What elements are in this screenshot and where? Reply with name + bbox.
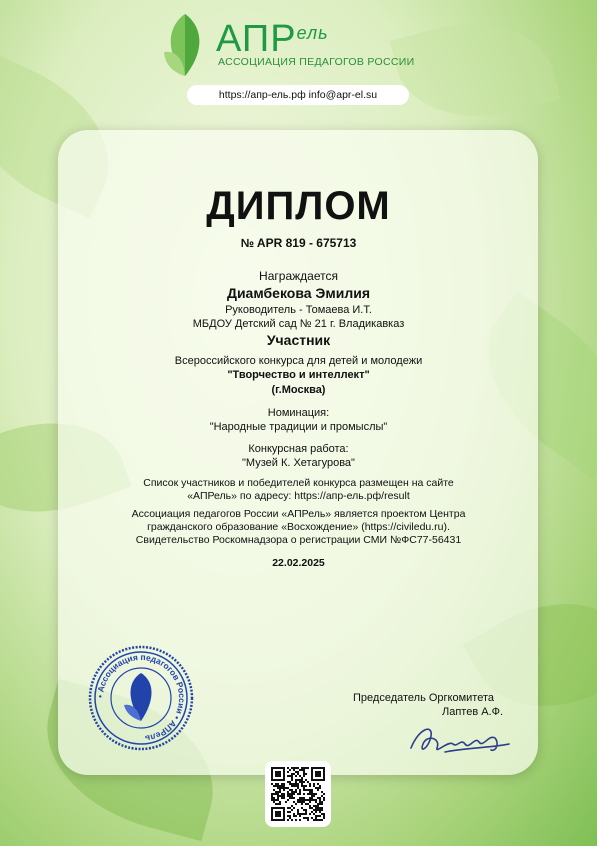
- about-text-line-1: Ассоциация педагогов России «АПРель» является проектом Центра: [131, 508, 466, 520]
- header: [150, 12, 450, 82]
- qr-code[interactable]: [265, 761, 331, 827]
- results-text-line-2: «АПРель» по адресу: https://апр-ель.рф/result: [187, 490, 410, 502]
- contest-city: (г.Москва): [271, 384, 326, 396]
- qr-code-icon: [271, 767, 325, 821]
- association-seal-icon: [88, 645, 194, 751]
- recipient-name: Диамбекова Эмилия: [226, 285, 371, 301]
- diploma-number: № APR 819 - 675713: [240, 236, 357, 250]
- signer-role: Председатель Оргкомитета: [353, 692, 495, 704]
- brand-name: $АПР^{ель}$: [216, 18, 329, 60]
- supervisor: Руководитель - Томаева И.Т.: [225, 304, 372, 316]
- about-text-line-2: гражданского образование «Восхождение» (https://civiledu.ru).: [147, 521, 450, 533]
- contest-description: Всероссийского конкурса для детей и молодежи: [174, 355, 423, 367]
- participant-status: Участник: [266, 332, 331, 348]
- signature-icon: [405, 718, 515, 760]
- contacts-bar: https://апр-ель.рф info@apr-el.su: [187, 85, 409, 105]
- contest-name: "Творчество и интеллект": [227, 369, 370, 381]
- nomination-label: Номинация:: [267, 407, 330, 419]
- seal-text: • Ассоциация педагогов России • АПРель: [94, 651, 188, 744]
- results-text-line-1: Список участников и победителей конкурса размещен на сайте: [143, 477, 454, 489]
- awarded-label: Награждается: [259, 269, 338, 283]
- brand-suffix: ель: [296, 23, 329, 43]
- organization: МБДОУ Детский сад № 21 г. Владикавказ: [192, 318, 405, 330]
- diploma-date: 22.02.2025: [272, 557, 325, 569]
- about-text-line-3: Свидетельство Роскомнадзора о регистрации СМИ №ФС77-56431: [135, 534, 462, 546]
- nomination-value: "Народные традиции и промыслы": [209, 421, 388, 433]
- work-label: Конкурсная работа:: [248, 443, 349, 455]
- association-name: АССОЦИАЦИЯ ПЕДАГОГОВ РОССИИ: [218, 56, 415, 68]
- leaf-logo-icon: [160, 12, 210, 78]
- diploma-title: ДИПЛОМ: [206, 184, 391, 228]
- signer-name: Лаптев А.Ф.: [442, 706, 504, 718]
- work-title: "Музей К. Хетагурова": [242, 457, 355, 469]
